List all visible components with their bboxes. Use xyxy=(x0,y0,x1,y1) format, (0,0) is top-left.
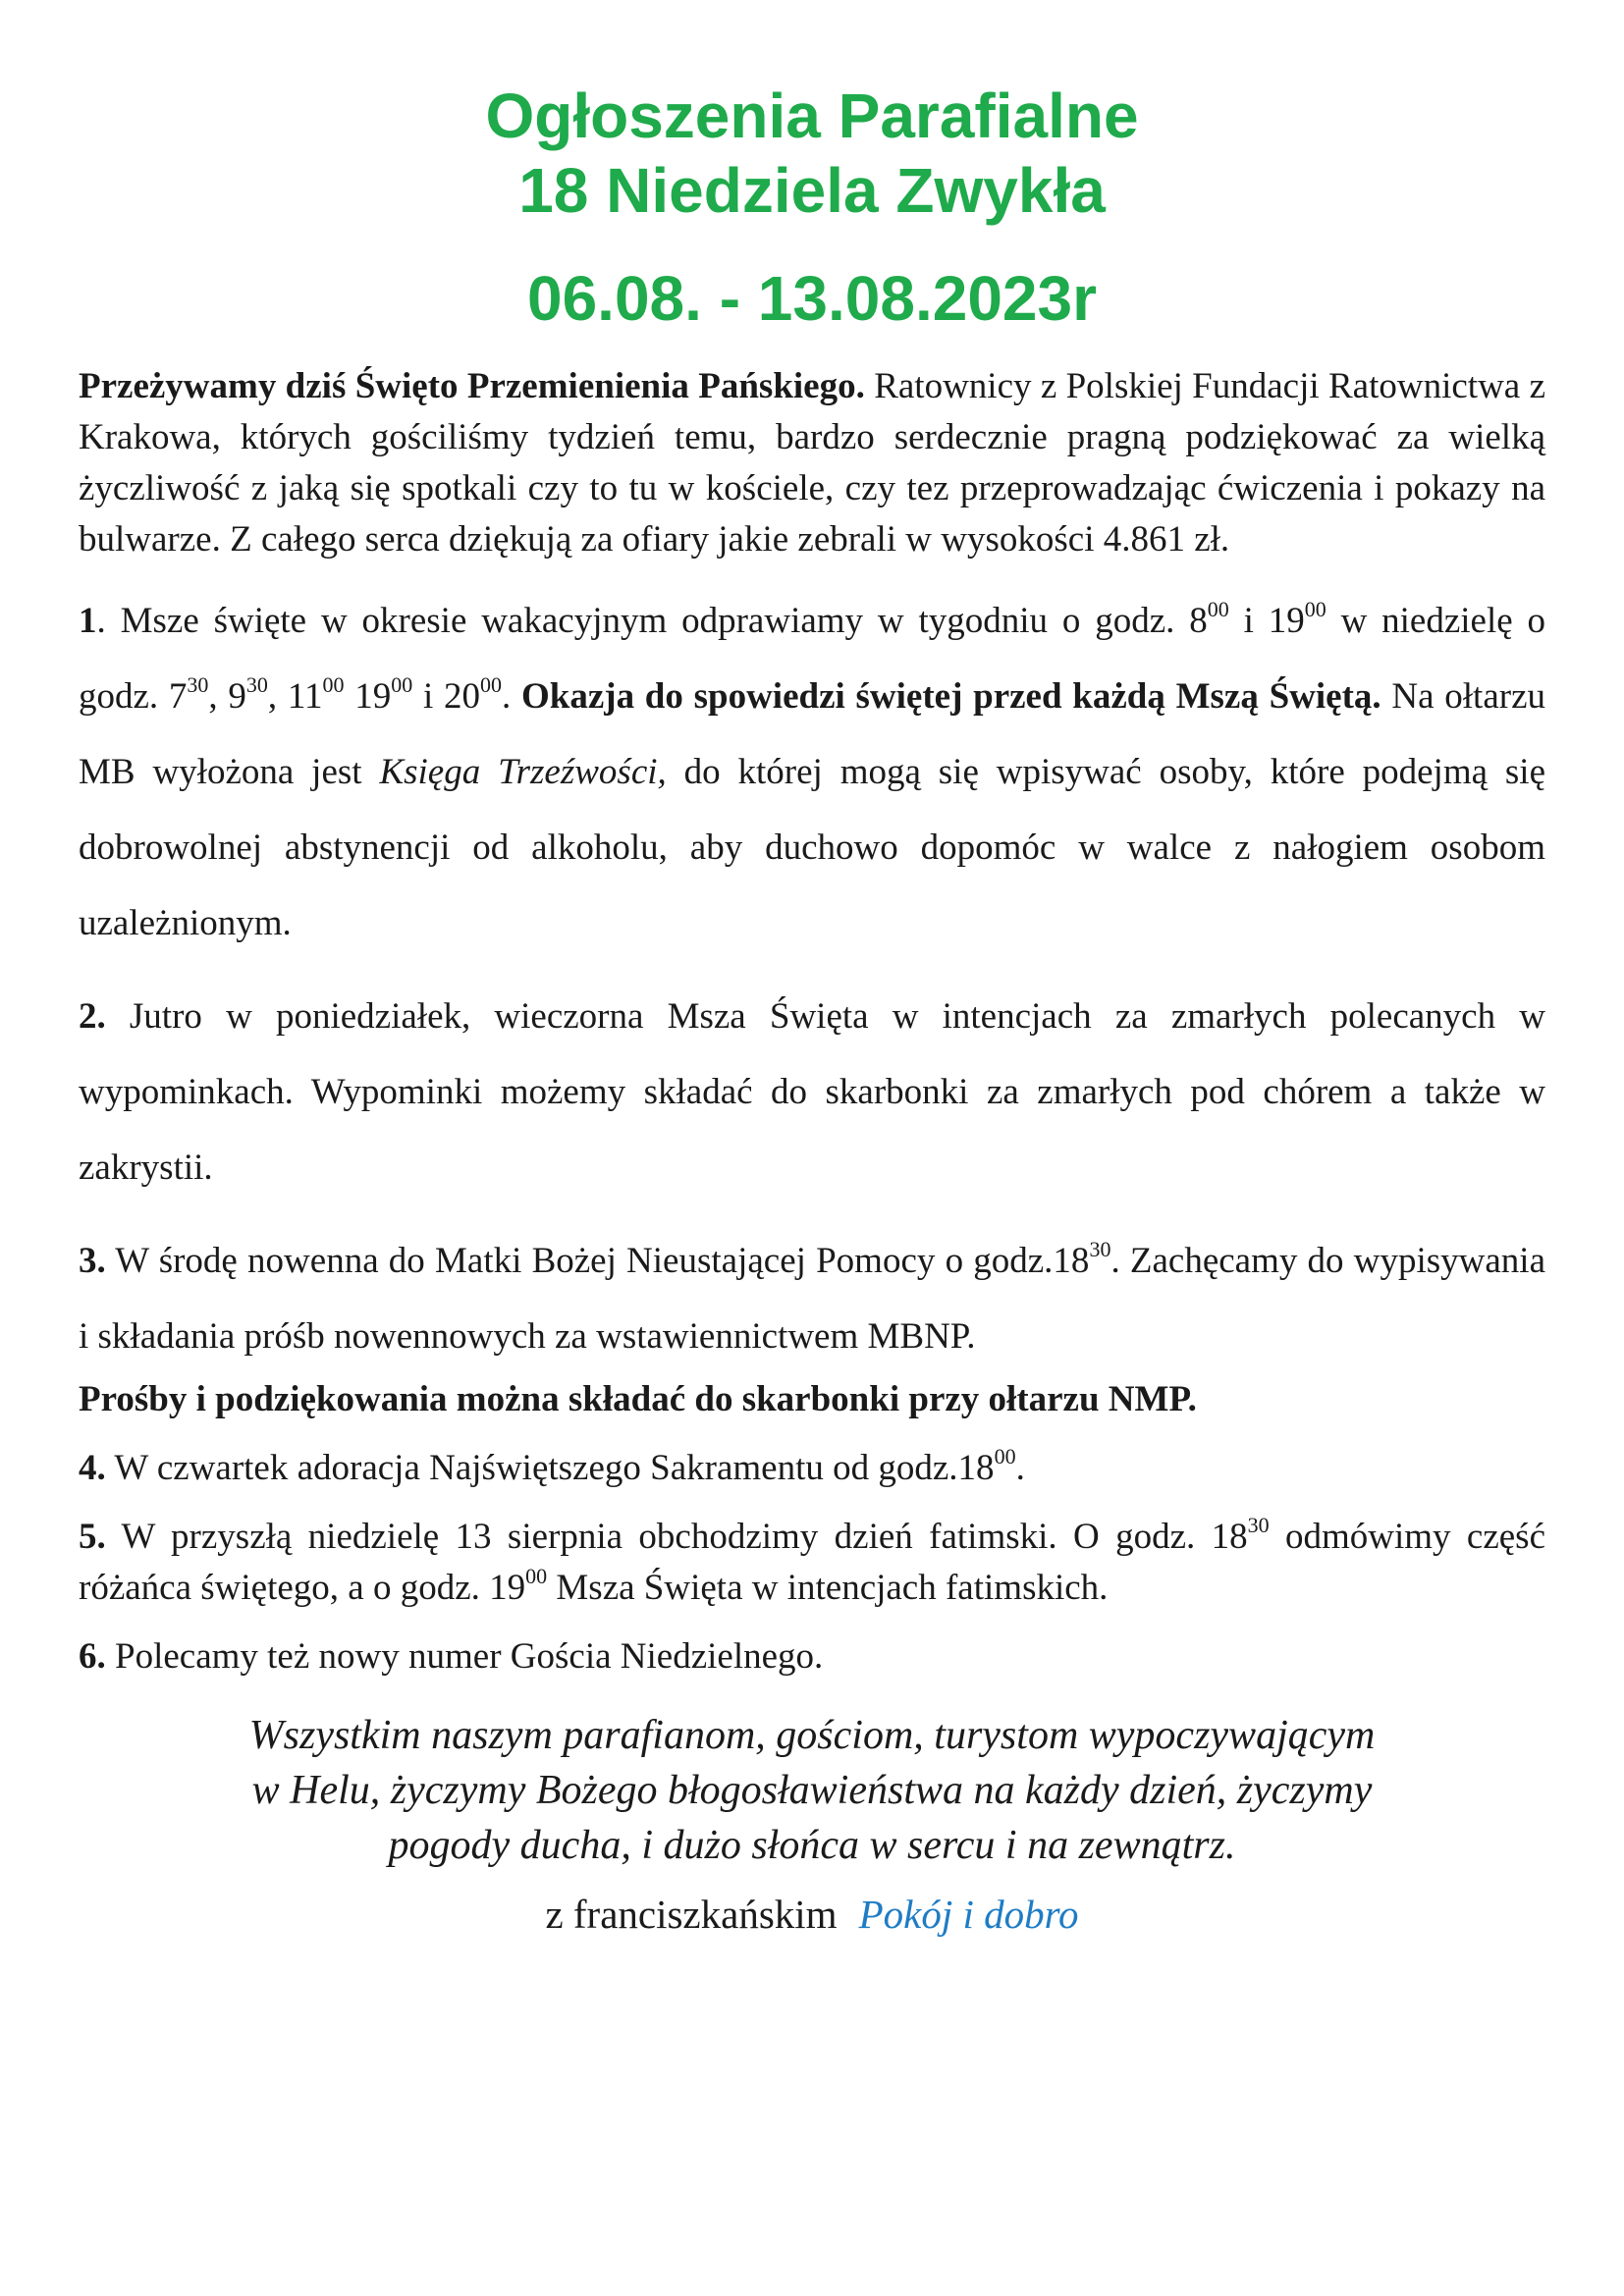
wishes-line: Wszystkim naszym parafianom, gościom, turystom wypoczywającym xyxy=(248,1713,1376,1758)
intro-bold: Przeżywamy dziś Święto Przemienienia Pańskiego. xyxy=(79,366,865,406)
time-superscript: 30 xyxy=(187,672,209,697)
announcement-1-text: , 11 xyxy=(267,676,323,717)
announcement-1-text: w niedzielę o godz. 7 xyxy=(79,601,1546,717)
announcement-3-text: W środę nowenna do Matki Bożej Nieustającej Pomocy o godz.18 xyxy=(105,1241,1090,1281)
time-superscript: 00 xyxy=(525,1564,548,1588)
announcement-5-text: W przyszłą niedzielę 13 sierpnia obchodzimy dzień fatimski. O godz. 18 xyxy=(105,1517,1248,1557)
announcement-1-italic: Księga Trzeźwości, xyxy=(379,752,667,792)
time-superscript: 00 xyxy=(479,672,502,697)
announcement-3 xyxy=(79,1223,1545,1374)
time-superscript: 00 xyxy=(1304,597,1326,621)
announcement-1-text: 19 xyxy=(344,676,392,717)
announcement-4 xyxy=(79,1443,1545,1494)
wishes-line: pogody ducha, i dużo słońca w sercu i na zewnątrz. xyxy=(388,1823,1236,1868)
time-superscript: 30 xyxy=(245,672,268,697)
signature-greeting: Pokój i dobro xyxy=(858,1892,1079,1937)
wishes-line: w Helu, życzymy Bożego błogosławieństwa na każdy dzień, życzymy xyxy=(251,1768,1373,1813)
announcement-5 xyxy=(79,1512,1545,1614)
header xyxy=(79,0,1545,336)
announcement-5-number: 5. xyxy=(79,1517,106,1557)
intro-text: Ratownicy z Polskiej Fundacji Ratownictwa z Krakowa, których gościliśmy tydzień temu, bardzo serdecznie pragną podziękować za wielką życzliwość z jaką się spotkali czy to tu w kościele, czy tez przeprowadzając ćwiczenia i pokazy na bulwarze. Z całego serca dziękują za ofiary jakie zebrali w wysokości 4.861 zł. xyxy=(79,366,1545,560)
announcement-1-text: . xyxy=(501,676,521,717)
signature-text: z franciszkańskim xyxy=(545,1892,838,1937)
announcement-1-text: i 20 xyxy=(412,676,480,717)
page-title-line2: 18 Niedziela Zwykła xyxy=(518,155,1106,226)
announcement-3-bold: Prośby i podziękowania można składać do skarbonki przy ołtarzu NMP. xyxy=(79,1379,1197,1419)
closing-wishes xyxy=(79,1708,1545,1873)
announcement-1-text: do której mogą się wpisywać osoby, które podejmą się dobrowolnej abstynencji od alkoholu, aby duchowo dopomóc w walce z nałogiem osobom uzależnionym. xyxy=(79,752,1545,943)
time-superscript: 00 xyxy=(1207,597,1229,621)
date-range: 06.08. - 13.08.2023r xyxy=(526,263,1098,334)
announcement-1-text: . Msze święte w okresie wakacyjnym odprawiamy w tygodniu o godz. 8 xyxy=(96,601,1208,641)
announcement-4-text: W czwartek adoracja Najświętszego Sakramentu od godz.18 xyxy=(105,1448,995,1488)
announcement-2 xyxy=(79,979,1545,1205)
announcement-4-number: 4. xyxy=(79,1448,106,1488)
announcement-1-text: Na ołtarzu MB wyłożona jest xyxy=(79,676,1545,792)
announcement-6-text: Polecamy też nowy numer Gościa Niedzielnego. xyxy=(105,1636,824,1677)
time-superscript: 30 xyxy=(1089,1237,1111,1261)
announcement-2-number: 2. xyxy=(79,996,106,1037)
announcement-1-number: 1 xyxy=(79,601,97,641)
announcement-1-text: , 9 xyxy=(208,676,246,717)
announcement-2-text: Jutro w poniedziałek, wieczorna Msza Święta w intencjach za zmarłych polecanych w wypominkach. Wypominki możemy składać do skarbonki za zmarłych pod chórem a także w zakrystii. xyxy=(79,996,1545,1188)
announcement-6-number: 6. xyxy=(79,1636,106,1677)
announcement-4-text: . xyxy=(1015,1448,1025,1488)
page-title-line1: Ogłoszenia Parafialne xyxy=(485,80,1139,151)
time-superscript: 00 xyxy=(994,1444,1016,1468)
time-superscript: 00 xyxy=(391,672,413,697)
announcement-5-text: odmówimy część różańca świętego, a o godz. 19 xyxy=(79,1517,1545,1608)
announcement-3-number: 3. xyxy=(79,1241,106,1281)
announcement-6 xyxy=(79,1631,1545,1682)
time-superscript: 00 xyxy=(322,672,345,697)
announcement-1 xyxy=(79,583,1545,961)
announcement-3-text: . Zachęcamy do wypisywania i składania próśb nowennowych za wstawiennictwem MBNP. xyxy=(79,1241,1545,1357)
announcement-3-bold-line xyxy=(79,1374,1545,1425)
announcement-1-bold: Okazja do spowiedzi świętej przed każdą Mszą Świętą. xyxy=(520,676,1381,717)
announcement-5-text: Msza Święta w intencjach fatimskich. xyxy=(547,1568,1109,1608)
time-superscript: 30 xyxy=(1247,1513,1270,1537)
intro-paragraph xyxy=(79,361,1545,565)
announcement-1-text: i 19 xyxy=(1228,601,1305,641)
signature-line xyxy=(79,1887,1545,1942)
